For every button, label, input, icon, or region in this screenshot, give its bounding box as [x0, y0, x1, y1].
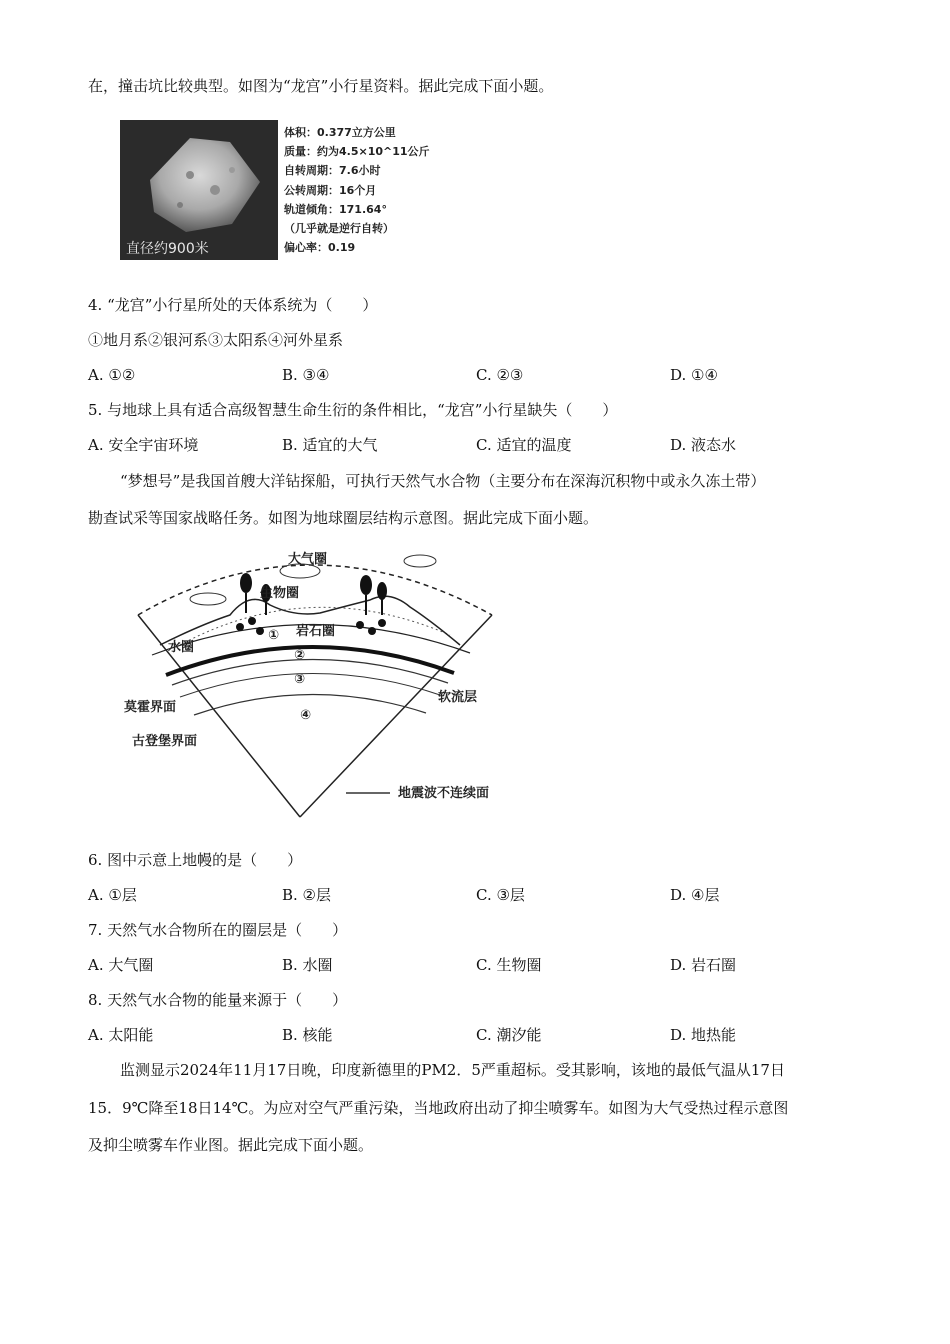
q6-option-a[interactable]: A. ①层	[88, 886, 137, 904]
passage3-line2: 15．9℃降至18日14℃。为应对空气严重污染，当地政府出动了抑尘喷雾车。如图为大气受热过程示意图	[88, 1099, 789, 1117]
q8-option-c[interactable]: C. 潮汐能	[476, 1026, 542, 1044]
label-asthenosphere: 软流层	[438, 690, 478, 705]
info-rotation: 自转周期：7.6小时	[284, 164, 381, 178]
q4-stem: 4. “龙宫”小行星所处的天体系统为（ ）	[88, 296, 378, 314]
q7-option-d[interactable]: D. 岩石圈	[670, 956, 737, 974]
q6-option-b[interactable]: B. ②层	[282, 886, 332, 904]
info-mass: 质量：约为4.5×10^11公斤	[284, 145, 430, 159]
q5-option-a[interactable]: A. 安全宇宙环境	[88, 436, 199, 454]
label-biosphere: 生物圈	[260, 586, 300, 601]
info-inclination: 轨道倾角：171.64°	[284, 202, 387, 216]
q6-option-d[interactable]: D. ④层	[670, 886, 720, 904]
info-revolution: 公转周期：16个月	[284, 183, 377, 197]
passage2-line2: 勘查试采等国家战略任务。如图为地球圈层结构示意图。据此完成下面小题。	[88, 509, 599, 527]
passage3-line3: 及抑尘喷雾车作业图。据此完成下面小题。	[88, 1136, 374, 1154]
q5-option-d[interactable]: D. 液态水	[670, 436, 737, 454]
label-n2: ②	[294, 648, 306, 663]
label-gutenberg: 古登堡界面	[132, 734, 198, 749]
q7-stem: 7. 天然气水合物所在的圈层是（ ）	[88, 921, 348, 939]
q8-option-a[interactable]: A. 太阳能	[88, 1026, 154, 1044]
info-volume: 体积：0.377立方公里	[284, 126, 396, 139]
label-n1: ①	[268, 628, 280, 643]
label-legend: 地震波不连续面	[398, 786, 490, 801]
q8-stem: 8. 天然气水合物的能量来源于（ ）	[88, 991, 348, 1009]
asteroid-image	[120, 120, 278, 260]
info-note: （几乎就是逆行自转）	[284, 222, 394, 236]
label-n4: ④	[300, 708, 312, 723]
intro-text: 在，撞击坑比较典型。如图为“龙宫”小行星资料。据此完成下面小题。	[88, 77, 554, 95]
q8-option-b[interactable]: B. 核能	[282, 1026, 333, 1044]
asteroid-caption: 直径约900米	[126, 241, 209, 257]
q4-option-b[interactable]: B. ③④	[282, 366, 330, 384]
q7-option-c[interactable]: C. 生物圈	[476, 956, 542, 974]
q7-option-a[interactable]: A. 大气圈	[88, 956, 154, 974]
asteroid-info	[284, 123, 464, 257]
passage3-line1: 监测显示2024年11月17日晚，印度新德里的PM2．5严重超标。受其影响，该地的最低气温从17日	[120, 1061, 785, 1079]
q4-option-d[interactable]: D. ①④	[670, 366, 718, 384]
earth-sphere-diagram	[120, 535, 520, 820]
q4-items: ①地月系②银河系③太阳系④河外星系	[88, 331, 344, 349]
label-hydrosphere: 水圈	[168, 640, 195, 655]
info-eccentricity: 偏心率：0.19	[284, 241, 356, 255]
q8-option-d[interactable]: D. 地热能	[670, 1026, 737, 1044]
label-n3: ③	[294, 672, 306, 687]
label-atmosphere: 大气圈	[288, 552, 328, 567]
passage2-line1: “梦想号”是我国首艘大洋钻探船，可执行天然气水合物（主要分布在深海沉积物中或永久冻土带）	[120, 472, 766, 490]
q5-stem: 5. 与地球上具有适合高级智慧生命生衍的条件相比，“龙宫”小行星缺失（ ）	[88, 401, 618, 419]
label-moho: 莫霍界面	[124, 700, 177, 715]
q6-stem: 6. 图中示意上地幔的是（ ）	[88, 851, 303, 869]
q7-option-b[interactable]: B. 水圈	[282, 956, 333, 974]
q5-option-b[interactable]: B. 适宜的大气	[282, 436, 378, 454]
q5-option-c[interactable]: C. 适宜的温度	[476, 436, 572, 454]
q4-option-a[interactable]: A. ①②	[88, 366, 136, 384]
q6-option-c[interactable]: C. ③层	[476, 886, 525, 904]
q4-option-c[interactable]: C. ②③	[476, 366, 524, 384]
label-lithosphere: 岩石圈	[296, 624, 336, 639]
